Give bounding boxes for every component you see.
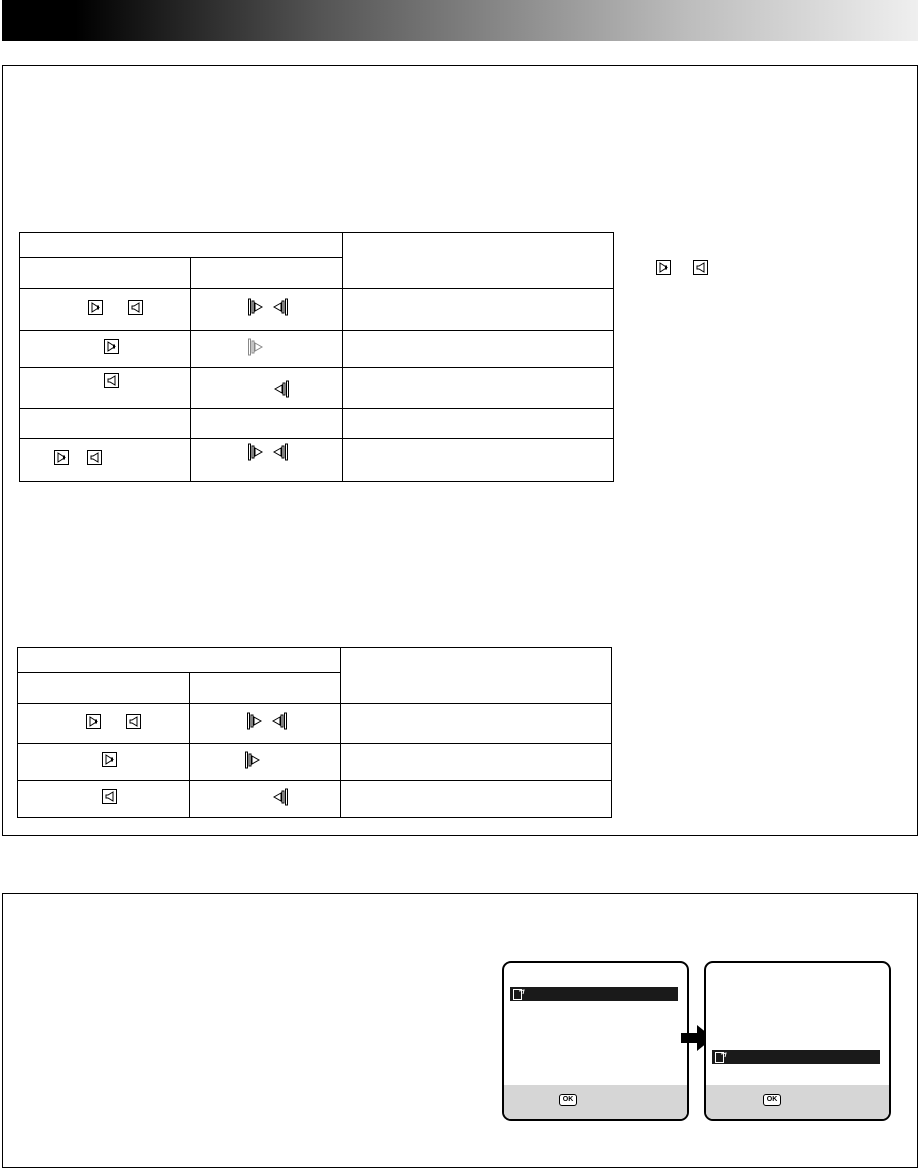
table-1-header-group (20, 233, 343, 258)
play-speaker-icon (54, 450, 69, 470)
side-icon-group (656, 260, 708, 280)
play-speaker-icon (88, 300, 103, 320)
level-meter-right-icon (273, 380, 289, 403)
screen-footer (504, 1085, 687, 1119)
table-row (20, 331, 614, 368)
table-1-subheader-2 (190, 258, 342, 289)
sound-speaker-icon (693, 260, 708, 280)
menu-highlight-bar (510, 987, 678, 1001)
table-1-subheader-1 (20, 258, 191, 289)
table-row (20, 368, 614, 409)
level-meter-right-icon (272, 443, 288, 466)
table-1-header-right (342, 233, 613, 289)
level-meter-right-icon (272, 788, 288, 811)
table-row (20, 439, 614, 482)
table-row (18, 781, 612, 818)
table-row (20, 409, 614, 439)
level-meter-right-icon (272, 298, 288, 321)
table-2-header-right (341, 648, 612, 704)
sound-speaker-icon (104, 373, 119, 393)
table-row (20, 289, 614, 331)
play-speaker-icon (86, 714, 101, 734)
table-1 (19, 232, 614, 482)
table-2-header-group (18, 648, 341, 673)
level-meter-left-icon (245, 751, 261, 774)
level-meter-left-icon (247, 712, 263, 735)
table-row (18, 744, 612, 781)
level-meter-left-icon (248, 443, 264, 466)
ok-button-icon: OK (763, 1094, 781, 1106)
sound-speaker-icon (126, 714, 141, 734)
level-meter-left-icon (248, 298, 264, 321)
header-gradient-bar (2, 0, 918, 41)
table-2-subheader-2 (189, 673, 341, 704)
level-meter-left-icon-light (248, 338, 264, 361)
play-speaker-icon (102, 752, 117, 772)
menu-screen-after (704, 961, 891, 1121)
play-speaker-icon (104, 339, 119, 359)
sound-speaker-icon (128, 300, 143, 320)
menu-screen-before (502, 961, 689, 1121)
sound-speaker-icon (102, 789, 117, 809)
pencil-cursor-icon (715, 1051, 727, 1069)
level-meter-right-icon (271, 712, 287, 735)
sound-speaker-icon (87, 450, 102, 470)
table-2-subheader-1 (18, 673, 190, 704)
screen-footer (706, 1085, 889, 1119)
table-2 (17, 647, 612, 818)
ok-button-icon: OK (559, 1094, 577, 1106)
menu-highlight-bar (712, 1050, 880, 1064)
table-row (18, 704, 612, 744)
pencil-cursor-icon (513, 988, 525, 1006)
play-speaker-icon (656, 260, 671, 280)
